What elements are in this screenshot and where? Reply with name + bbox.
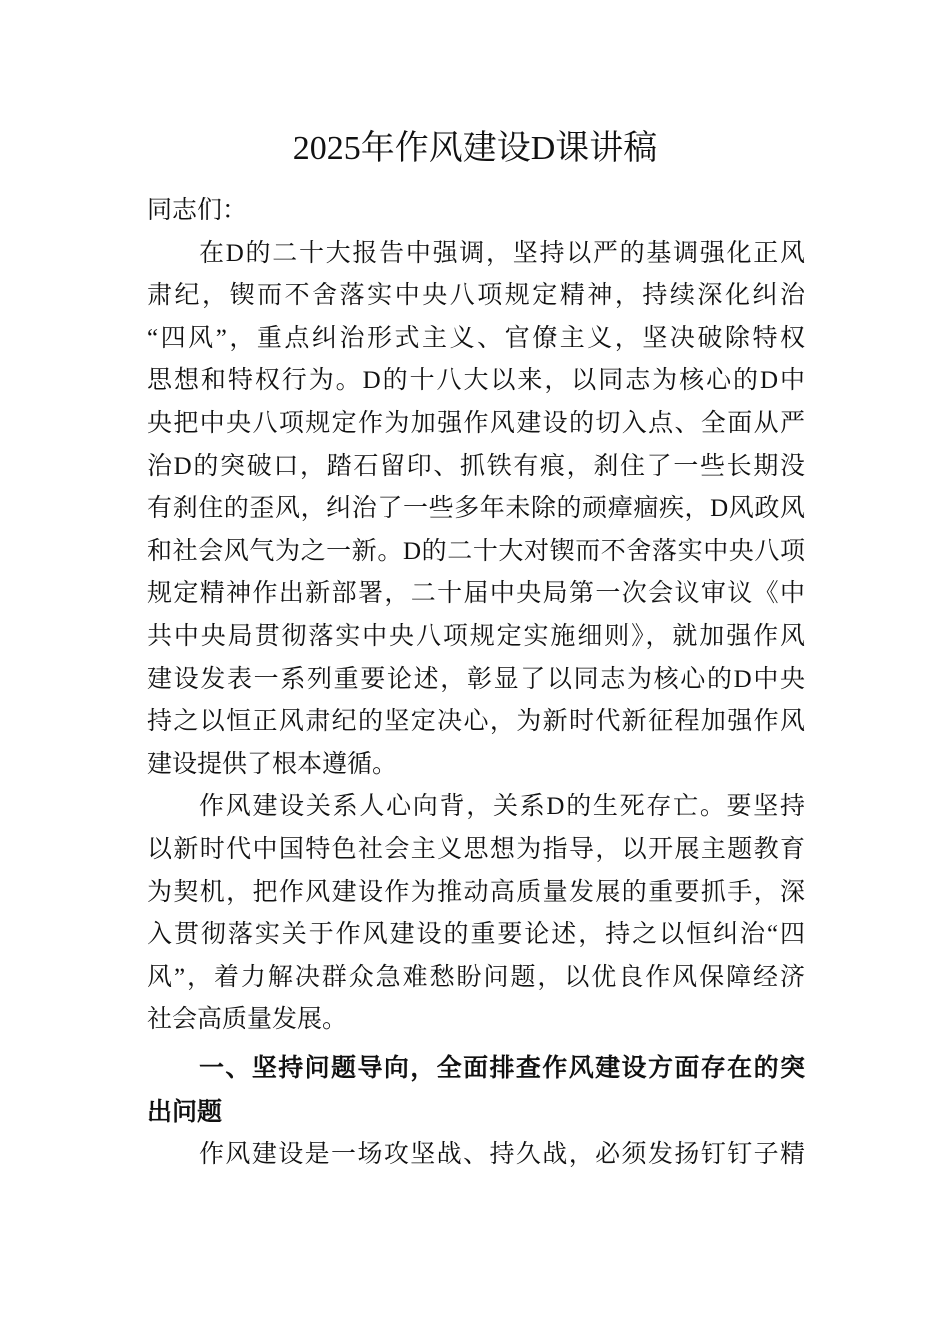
paragraph-3: [147, 1134, 805, 1177]
section-heading-1: [147, 1046, 805, 1134]
paragraph-1: [147, 233, 805, 787]
heading-line: 一、坚持问题导向，全面排查作风建设方面存在的突: [199, 1053, 805, 1082]
text-line: 共中央局贯彻落实中央八项规定实施细则》，就加强作风: [147, 622, 805, 650]
document-title: 2025年作风建设D课讲稿: [292, 130, 658, 167]
heading-line: 出问题: [147, 1097, 223, 1126]
text-line: 有刹住的歪风，纠治了一些多年未除的顽瘴痼疾，D风政风: [147, 495, 805, 523]
text-line: “四风”，重点纠治形式主义、官僚主义，坚决破除特权: [147, 324, 805, 352]
text-line: 和社会风气为之一新。D的二十大对锲而不舍落实中央八项: [147, 537, 805, 565]
text-line: 规定精神作出新部署，二十届中央局第一次会议审议《中: [147, 580, 805, 608]
document-body: [147, 190, 805, 1176]
text-line: 为契机，把作风建设作为推动高质量发展的重要抓手，深: [147, 878, 805, 906]
paragraph-2: [147, 786, 805, 1042]
text-line: 央把中央八项规定作为加强作风建设的切入点、全面从严: [147, 409, 805, 437]
text-line: 持之以恒正风肃纪的坚定决心，为新时代新征程加强作风: [147, 708, 805, 736]
text-line: 治D的突破口，踏石留印、抓铁有痕，刹住了一些长期没: [147, 452, 805, 480]
text-line: 入贯彻落实关于作风建设的重要论述，持之以恒纠治“四: [147, 921, 805, 949]
text-line: 建设提供了根本遵循。: [147, 750, 398, 778]
text-line: 建设发表一系列重要论述，彰显了以同志为核心的D中央: [147, 665, 805, 693]
text-line: 作风建设关系人心向背，关系D的生死存亡。要坚持: [199, 793, 805, 821]
text-line: 作风建设是一场攻坚战、持久战，必须发扬钉钉子精: [199, 1140, 805, 1168]
text-line: 思想和特权行为。D的十八大以来，以同志为核心的D中: [147, 367, 805, 395]
text-line: 社会高质量发展。: [147, 1006, 348, 1034]
text-line: 风”，着力解决群众急难愁盼问题，以优良作风保障经济: [147, 963, 805, 991]
text-line: 在D的二十大报告中强调，坚持以严的基调强化正风: [199, 239, 805, 267]
salutation: 同志们：: [147, 197, 248, 224]
text-line: 肃纪，锲而不舍落实中央八项规定精神，持续深化纠治: [147, 282, 805, 310]
text-line: 以新时代中国特色社会主义思想为指导，以开展主题教育: [147, 835, 805, 863]
